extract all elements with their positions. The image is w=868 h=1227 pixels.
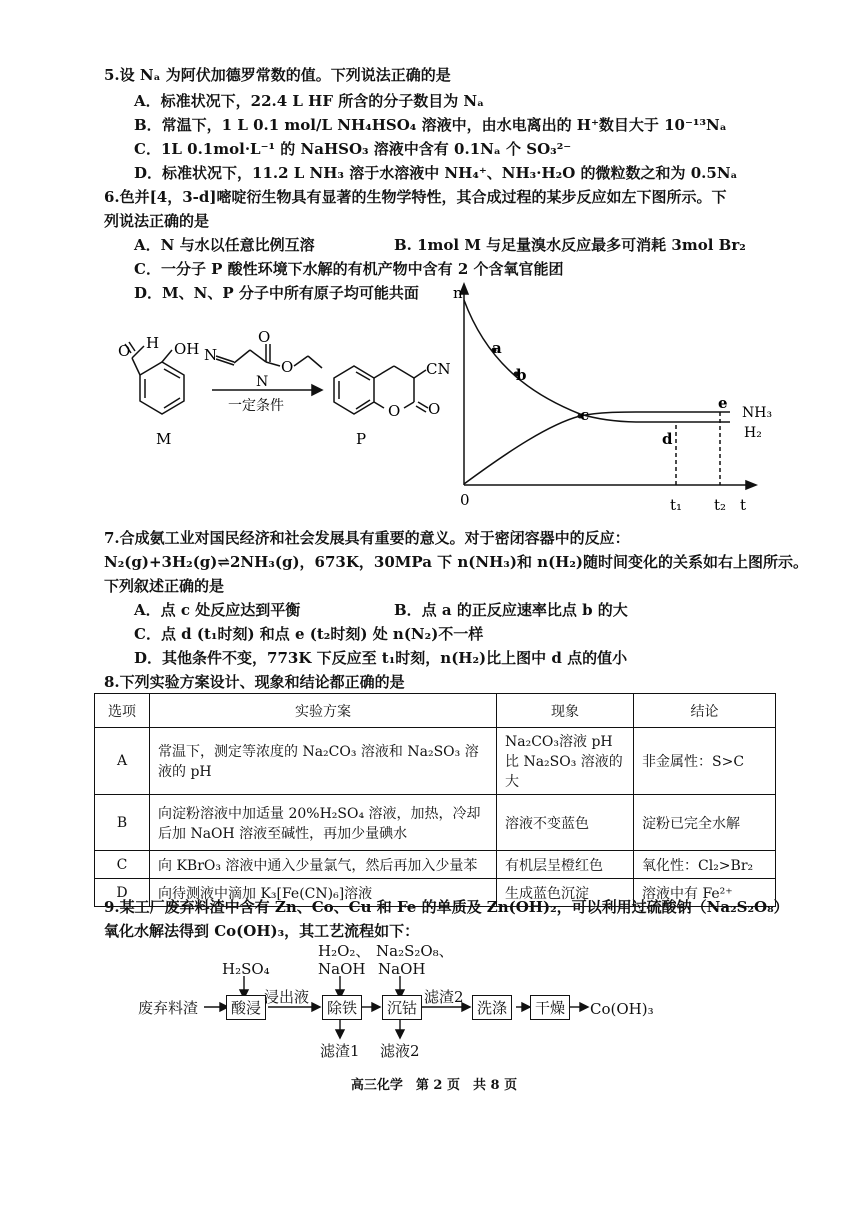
table-cell-conclusion: 溶液中有 Fe²⁺ — [634, 879, 776, 907]
graph-point-a: a — [492, 339, 502, 357]
flow-reagent-persulfate: Na₂S₂O₈、 — [376, 942, 454, 960]
flow-product: Co(OH)₃ — [590, 1000, 654, 1018]
q6-option-d: D．M、N、P 分子中所有原子均可能共面 — [134, 284, 419, 302]
flow-step-iron-removal: 除铁 — [322, 995, 362, 1020]
p-label: P — [356, 430, 367, 448]
graph-point-e: e — [718, 394, 728, 412]
q6-option-b: B. 1mol M 与足量溴水反应最多可消耗 3mol Br₂ — [394, 236, 746, 254]
graph-x-axis-label: t — [740, 496, 747, 514]
table-cell-option: C — [95, 851, 150, 879]
q5-option-a: A．标准状况下，22.4 L HF 所含的分子数目为 Nₐ — [134, 92, 485, 110]
graph-point-c: c — [580, 406, 590, 424]
reaction-condition: 一定条件 — [228, 398, 284, 414]
page-footer: 高三化学 第 2 页 共 8 页 — [350, 1078, 518, 1093]
n-t-graph — [440, 280, 780, 520]
q7-option-d: D．其他条件不变，773K 下反应至 t₁时刻，n(H₂)比上图中 d 点的值小 — [134, 649, 628, 667]
graph-nh3-label: NH₃ — [742, 405, 773, 421]
graph-t2-label: t₂ — [714, 496, 727, 514]
table-cell-conclusion: 淀粉已完全水解 — [634, 795, 776, 851]
n-carbonyl-o: O — [258, 328, 271, 346]
table-cell-conclusion: 氧化性：Cl₂>Br₂ — [634, 851, 776, 879]
q9-stem-line2: 氧化水解法得到 Co(OH)₃，其工艺流程如下： — [104, 922, 420, 940]
flow-residue-2: 滤渣2 — [424, 988, 464, 1006]
m-aldehyde-h: H — [146, 334, 160, 352]
q7-stem-line1: 7.合成氨工业对国民经济和社会发展具有重要的意义。对于密闭容器中的反应： — [104, 529, 630, 547]
flow-residue-1: 滤渣1 — [320, 1042, 360, 1060]
table-cell-plan: 向淀粉溶液中加适量 20%H₂SO₄ 溶液，加热，冷却后加 NaOH 溶液至碱性，再加少量碘水 — [150, 795, 497, 851]
q6-stem-line2: 列说法正确的是 — [104, 212, 210, 230]
q6-stem-line1: 6.色并[4，3-d]嘧啶衍生物具有显著的生物学特性，其合成过程的某步反应如左下图所示。下 — [104, 188, 727, 206]
table-row — [95, 851, 776, 879]
graph-h2-label: H₂ — [744, 425, 762, 441]
reagent-n-label: N — [256, 374, 269, 390]
flow-step-dry: 干燥 — [530, 995, 570, 1020]
q8-stem: 8.下列实验方案设计、现象和结论都正确的是 — [104, 673, 405, 691]
table-cell-conclusion: 非金属性：S>C — [634, 728, 776, 795]
m-hydroxyl: OH — [174, 340, 200, 358]
graph-origin-label: 0 — [460, 491, 470, 509]
table-row — [95, 795, 776, 851]
table-cell-phenomenon: 溶液不变蓝色 — [497, 795, 634, 851]
q5-stem: 5.设 Nₐ 为阿伏加德罗常数的值。下列说法正确的是 — [104, 66, 451, 84]
graph-y-axis-label: n — [453, 284, 463, 302]
p-cyano: CN — [426, 360, 451, 378]
table-cell-phenomenon: 有机层呈橙红色 — [497, 851, 634, 879]
q6-option-a: A．N 与水以任意比例互溶 — [134, 236, 315, 254]
table-header: 实验方案 — [150, 694, 497, 728]
table-cell-phenomenon: 生成蓝色沉淀 — [497, 879, 634, 907]
table-header: 现象 — [497, 694, 634, 728]
q7-option-c: C．点 d (t₁时刻) 和点 e (t₂时刻) 处 n(N₂)不一样 — [134, 625, 484, 643]
table-cell-option: D — [95, 879, 150, 907]
p-carbonyl-o: O — [428, 400, 441, 418]
flow-reagent-h2so4: H₂SO₄ — [222, 960, 270, 978]
q7-option-b: B．点 a 的正反应速率比点 b 的大 — [394, 601, 628, 619]
table-cell-plan: 向 KBrO₃ 溶液中通入少量氯气，然后再加入少量苯 — [150, 851, 497, 879]
table-cell-phenomenon: Na₂CO₃溶液 pH 比 Na₂SO₃ 溶液的大 — [497, 728, 634, 795]
q7-stem-line2: N₂(g)+3H₂(g)⇌2NH₃(g)，673K，30MPa 下 n(NH₃)和 n(H₂)随时间变化的关系如右上图所示。 — [104, 553, 809, 571]
flow-reagent-naoh-1: NaOH — [318, 960, 366, 978]
n-ester-o: O — [281, 358, 294, 376]
m-aldehyde-o: O — [118, 342, 131, 360]
graph-point-d: d — [662, 430, 673, 448]
q5-option-c: C．1L 0.1mol·L⁻¹ 的 NaHSO₃ 溶液中含有 0.1Nₐ 个 SO₃²⁻ — [134, 140, 572, 158]
q5-option-b: B．常温下，1 L 0.1 mol/L NH₄HSO₄ 溶液中，由水电离出的 H⁺数目大于 10⁻¹³Nₐ — [134, 116, 727, 134]
graph-point-b: b — [516, 366, 527, 384]
table-header-row — [95, 694, 776, 728]
table-cell-plan: 向待测液中滴加 K₃[Fe(CN)₆]溶液 — [150, 879, 497, 907]
flow-step-wash: 洗涤 — [472, 995, 512, 1020]
flow-reagent-naoh-2: NaOH — [378, 960, 426, 978]
flow-start: 废弃料渣 — [138, 999, 199, 1017]
m-label: M — [156, 430, 172, 448]
graph-t1-label: t₁ — [670, 496, 683, 514]
table-header: 选项 — [95, 694, 150, 728]
table-row — [95, 728, 776, 795]
reaction-scheme — [100, 320, 460, 460]
q5-option-d: D．标准状况下，11.2 L NH₃ 溶于水溶液中 NH₄⁺、NH₃·H₂O 的微粒数之和为 0.5Nₐ — [134, 164, 738, 182]
p-ring-o: O — [388, 402, 401, 420]
table-cell-option: A — [95, 728, 150, 795]
table-header: 结论 — [634, 694, 776, 728]
flow-step-acid-leach: 酸浸 — [226, 995, 266, 1020]
flow-filtrate-2: 滤液2 — [380, 1042, 420, 1060]
q9-stem-line1: 9.某工厂废弃料渣中含有 Zn、Co、Cu 和 Fe 的单质及 Zn(OH)₂，可以利用过硫酸钠（Na₂S₂O₈） — [104, 898, 789, 916]
flow-leachate: 浸出液 — [264, 988, 310, 1006]
flow-reagent-h2o2: H₂O₂、 — [318, 942, 371, 960]
n-nitrile-n: N — [204, 346, 218, 364]
q8-table — [94, 693, 776, 907]
q7-stem-line3: 下列叙述正确的是 — [104, 577, 225, 595]
table-cell-option: B — [95, 795, 150, 851]
q7-option-a: A．点 c 处反应达到平衡 — [134, 601, 301, 619]
table-cell-plan: 常温下，测定等浓度的 Na₂CO₃ 溶液和 Na₂SO₃ 溶液的 pH — [150, 728, 497, 795]
q6-option-c: C．一分子 P 酸性环境下水解的有机产物中含有 2 个含氧官能团 — [134, 260, 564, 278]
flow-step-cobalt-precipitation: 沉钴 — [382, 995, 422, 1020]
